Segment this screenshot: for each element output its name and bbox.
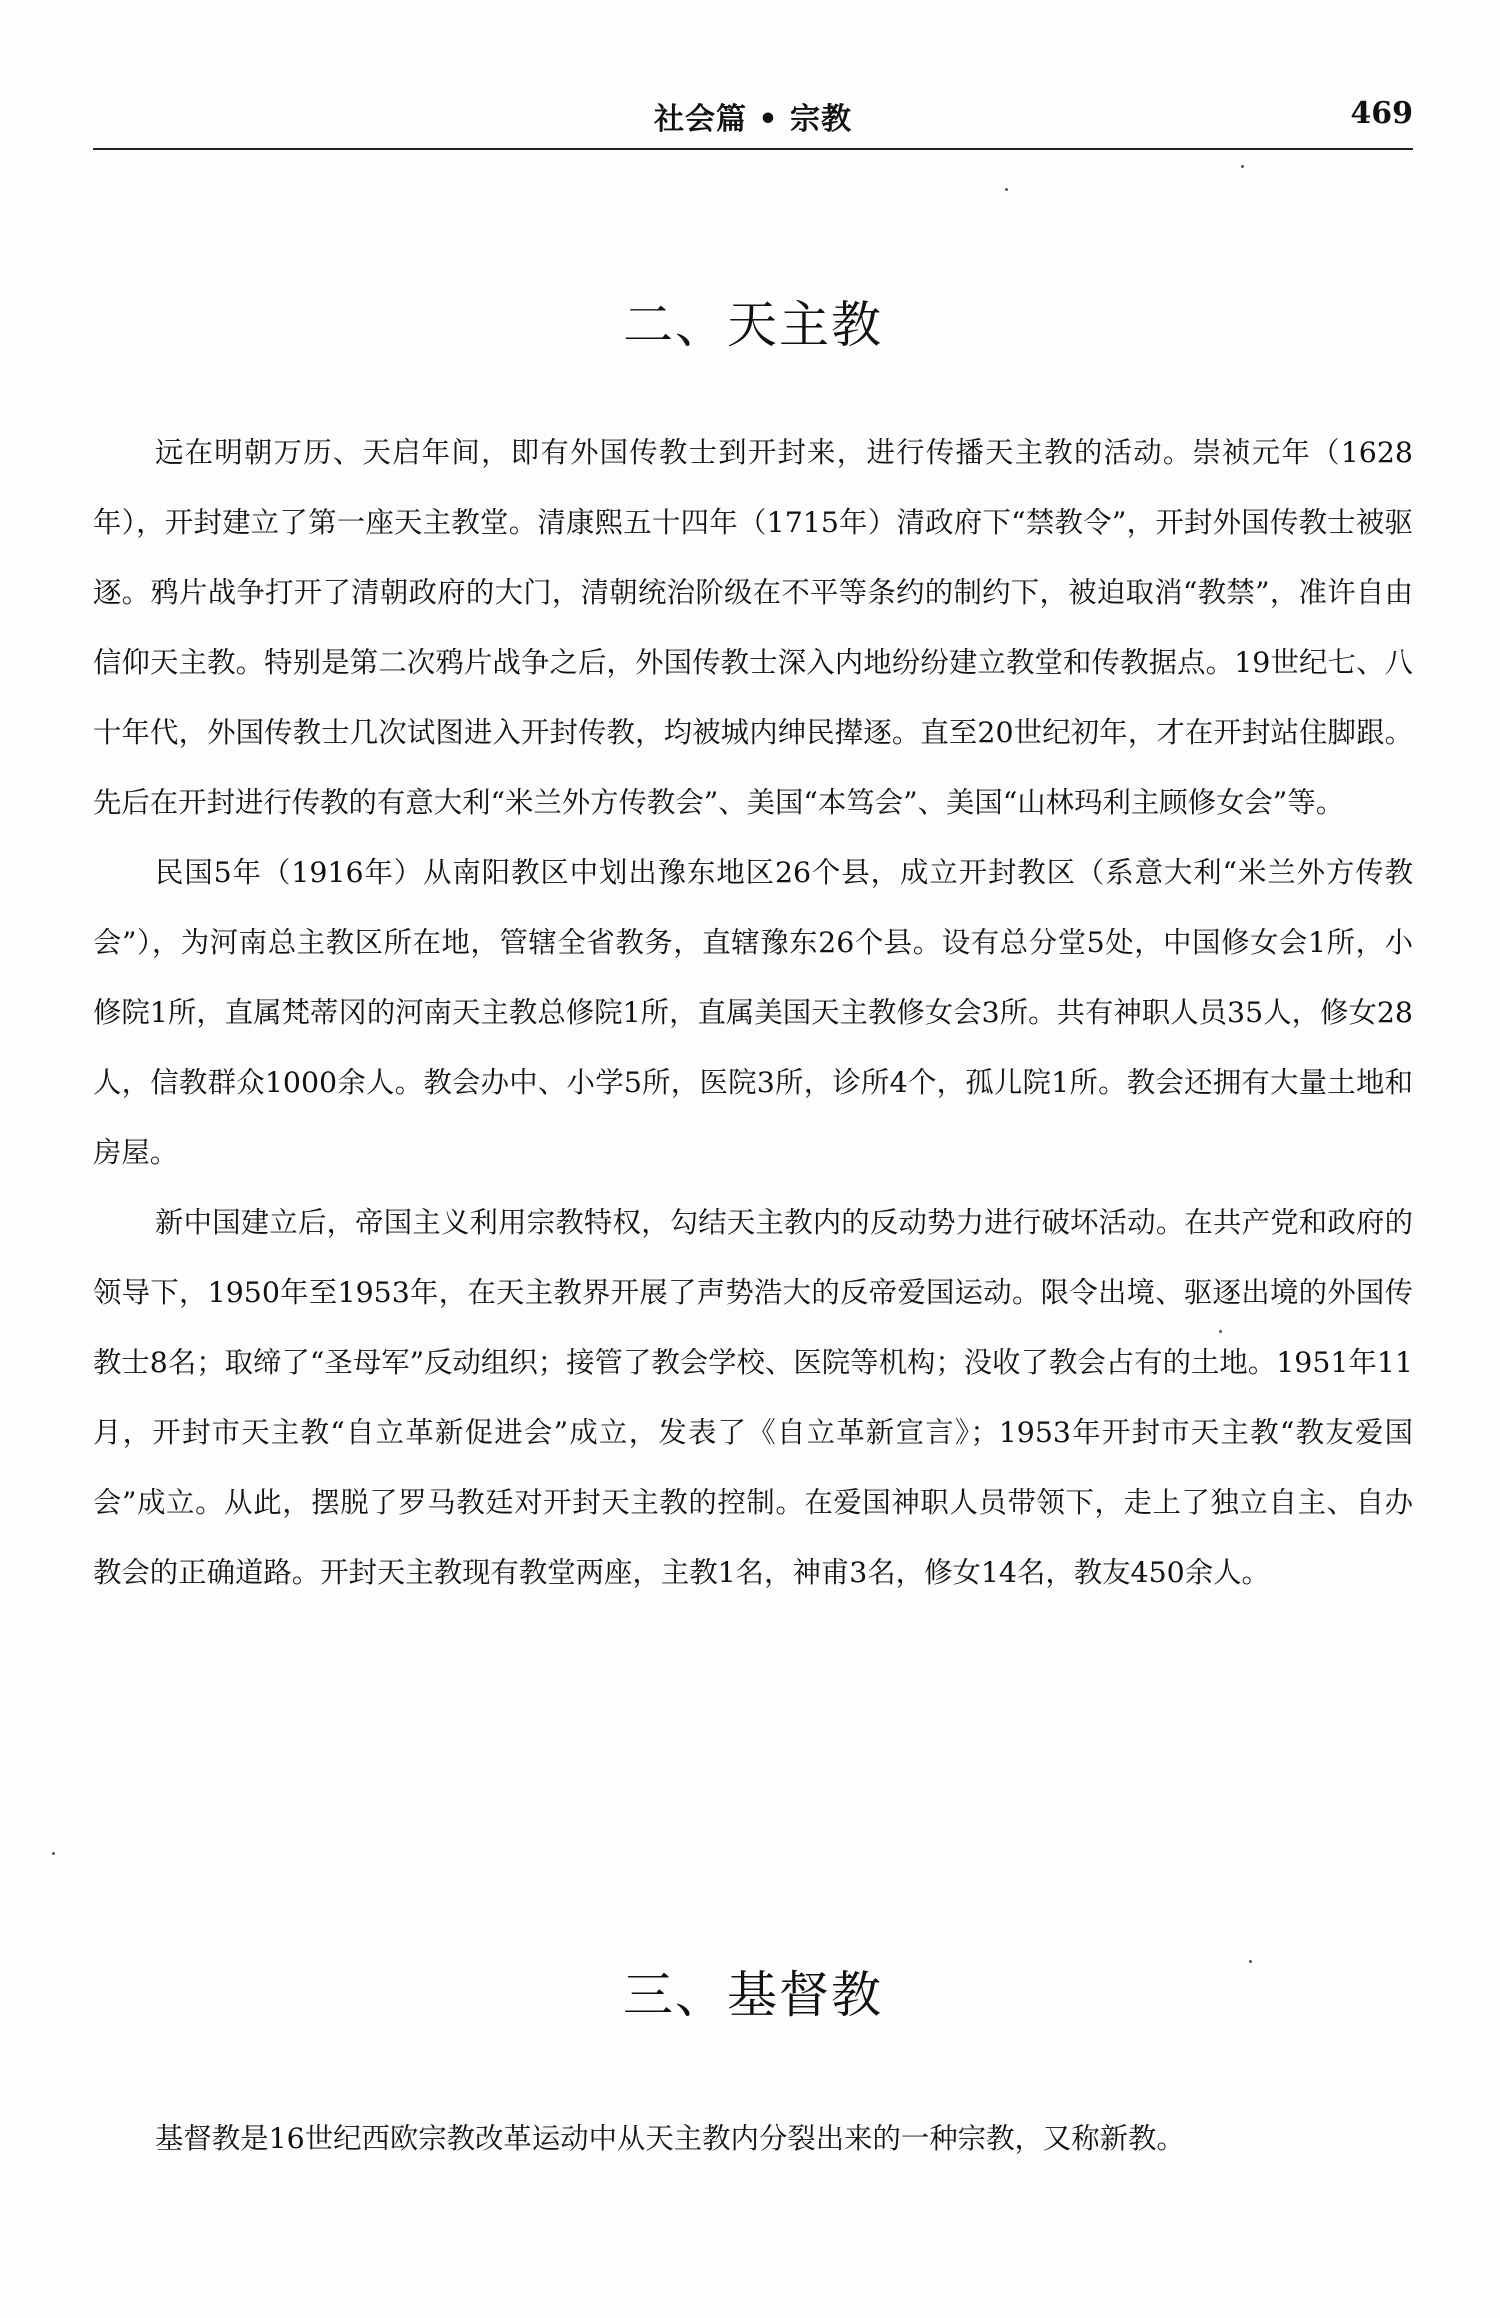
scan-speck — [1219, 1330, 1222, 1333]
paragraph: 基督教是16世纪西欧宗教改革运动中从天主教内分裂出来的一种宗教，又称新教。 — [155, 2122, 1185, 2155]
header-rule — [93, 148, 1413, 150]
section-heading-catholicism: 二、天主教 — [623, 296, 883, 354]
running-header — [93, 88, 1413, 144]
section-body-catholicism — [93, 418, 1413, 1608]
paragraph: 新中国建立后，帝国主义利用宗教特权，勾结天主教内的反动势力进行破坏活动。在共产党和政府的领导下，1950年至1953年，在天主教界开展了声势浩大的反帝爱国运动。限令出境、驱逐出境的外国传教士8名；取缔了“圣母军”反动组织；接管了教会学校、医院等机构；没收了教会占有的土地。1951年11月，开封市天主教“自立革新促进会”成立，发表了《自立革新宣言》；1953年开封市天主教“教友爱国会”成立。从此，摆脱了罗马教廷对开封天主教的控制。在爱国神职人员带领下，走上了独立自主、自办教会的正确道路。开封天主教现有教堂两座，主教1名，神甫3名，修女14名，教友450余人。 — [93, 1206, 1413, 1589]
paragraph: 民国5年（1916年）从南阳教区中划出豫东地区26个县，成立开封教区（系意大利“米兰外方传教会”），为河南总主教区所在地，管辖全省教务，直辖豫东26个县。设有总分堂5处，中国修女会1所，小修院1所，直属梵蒂冈的河南天主教总修院1所，直属美国天主教修女会3所。共有神职人员35人，修女28人，信教群众1000余人。教会办中、小学5所，医院3所，诊所4个，孤儿院1所。教会还拥有大量土地和房屋。 — [93, 856, 1413, 1169]
paragraph: 远在明朝万历、天启年间，即有外国传教士到开封来，进行传播天主教的活动。崇祯元年（1628年），开封建立了第一座天主教堂。清康熙五十四年（1715年）清政府下“禁教令”，开封外国传教士被驱逐。鸦片战争打开了清朝政府的大门，清朝统治阶级在不平等条约的制约下，被迫取消“教禁”，准许自由信仰天主教。特别是第二次鸦片战争之后，外国传教士深入内地纷纷建立教堂和传教据点。19世纪七、八十年代，外国传教士几次试图进入开封传教，均被城内绅民撵逐。直至20世纪初年，才在开封站住脚跟。先后在开封进行传教的有意大利“米兰外方传教会”、美国“本笃会”、美国“山林玛利主顾修女会”等。 — [93, 436, 1413, 819]
page-number: 469 — [1350, 96, 1413, 131]
section-heading-christianity: 三、基督教 — [623, 1966, 883, 2024]
running-header-title: 社会篇 • 宗教 — [653, 102, 853, 137]
section-body-christianity — [93, 2104, 1413, 2174]
scan-speck — [1005, 188, 1008, 191]
scan-speck — [1241, 165, 1244, 168]
scan-speck — [52, 1852, 55, 1855]
scan-speck — [1249, 1960, 1252, 1963]
